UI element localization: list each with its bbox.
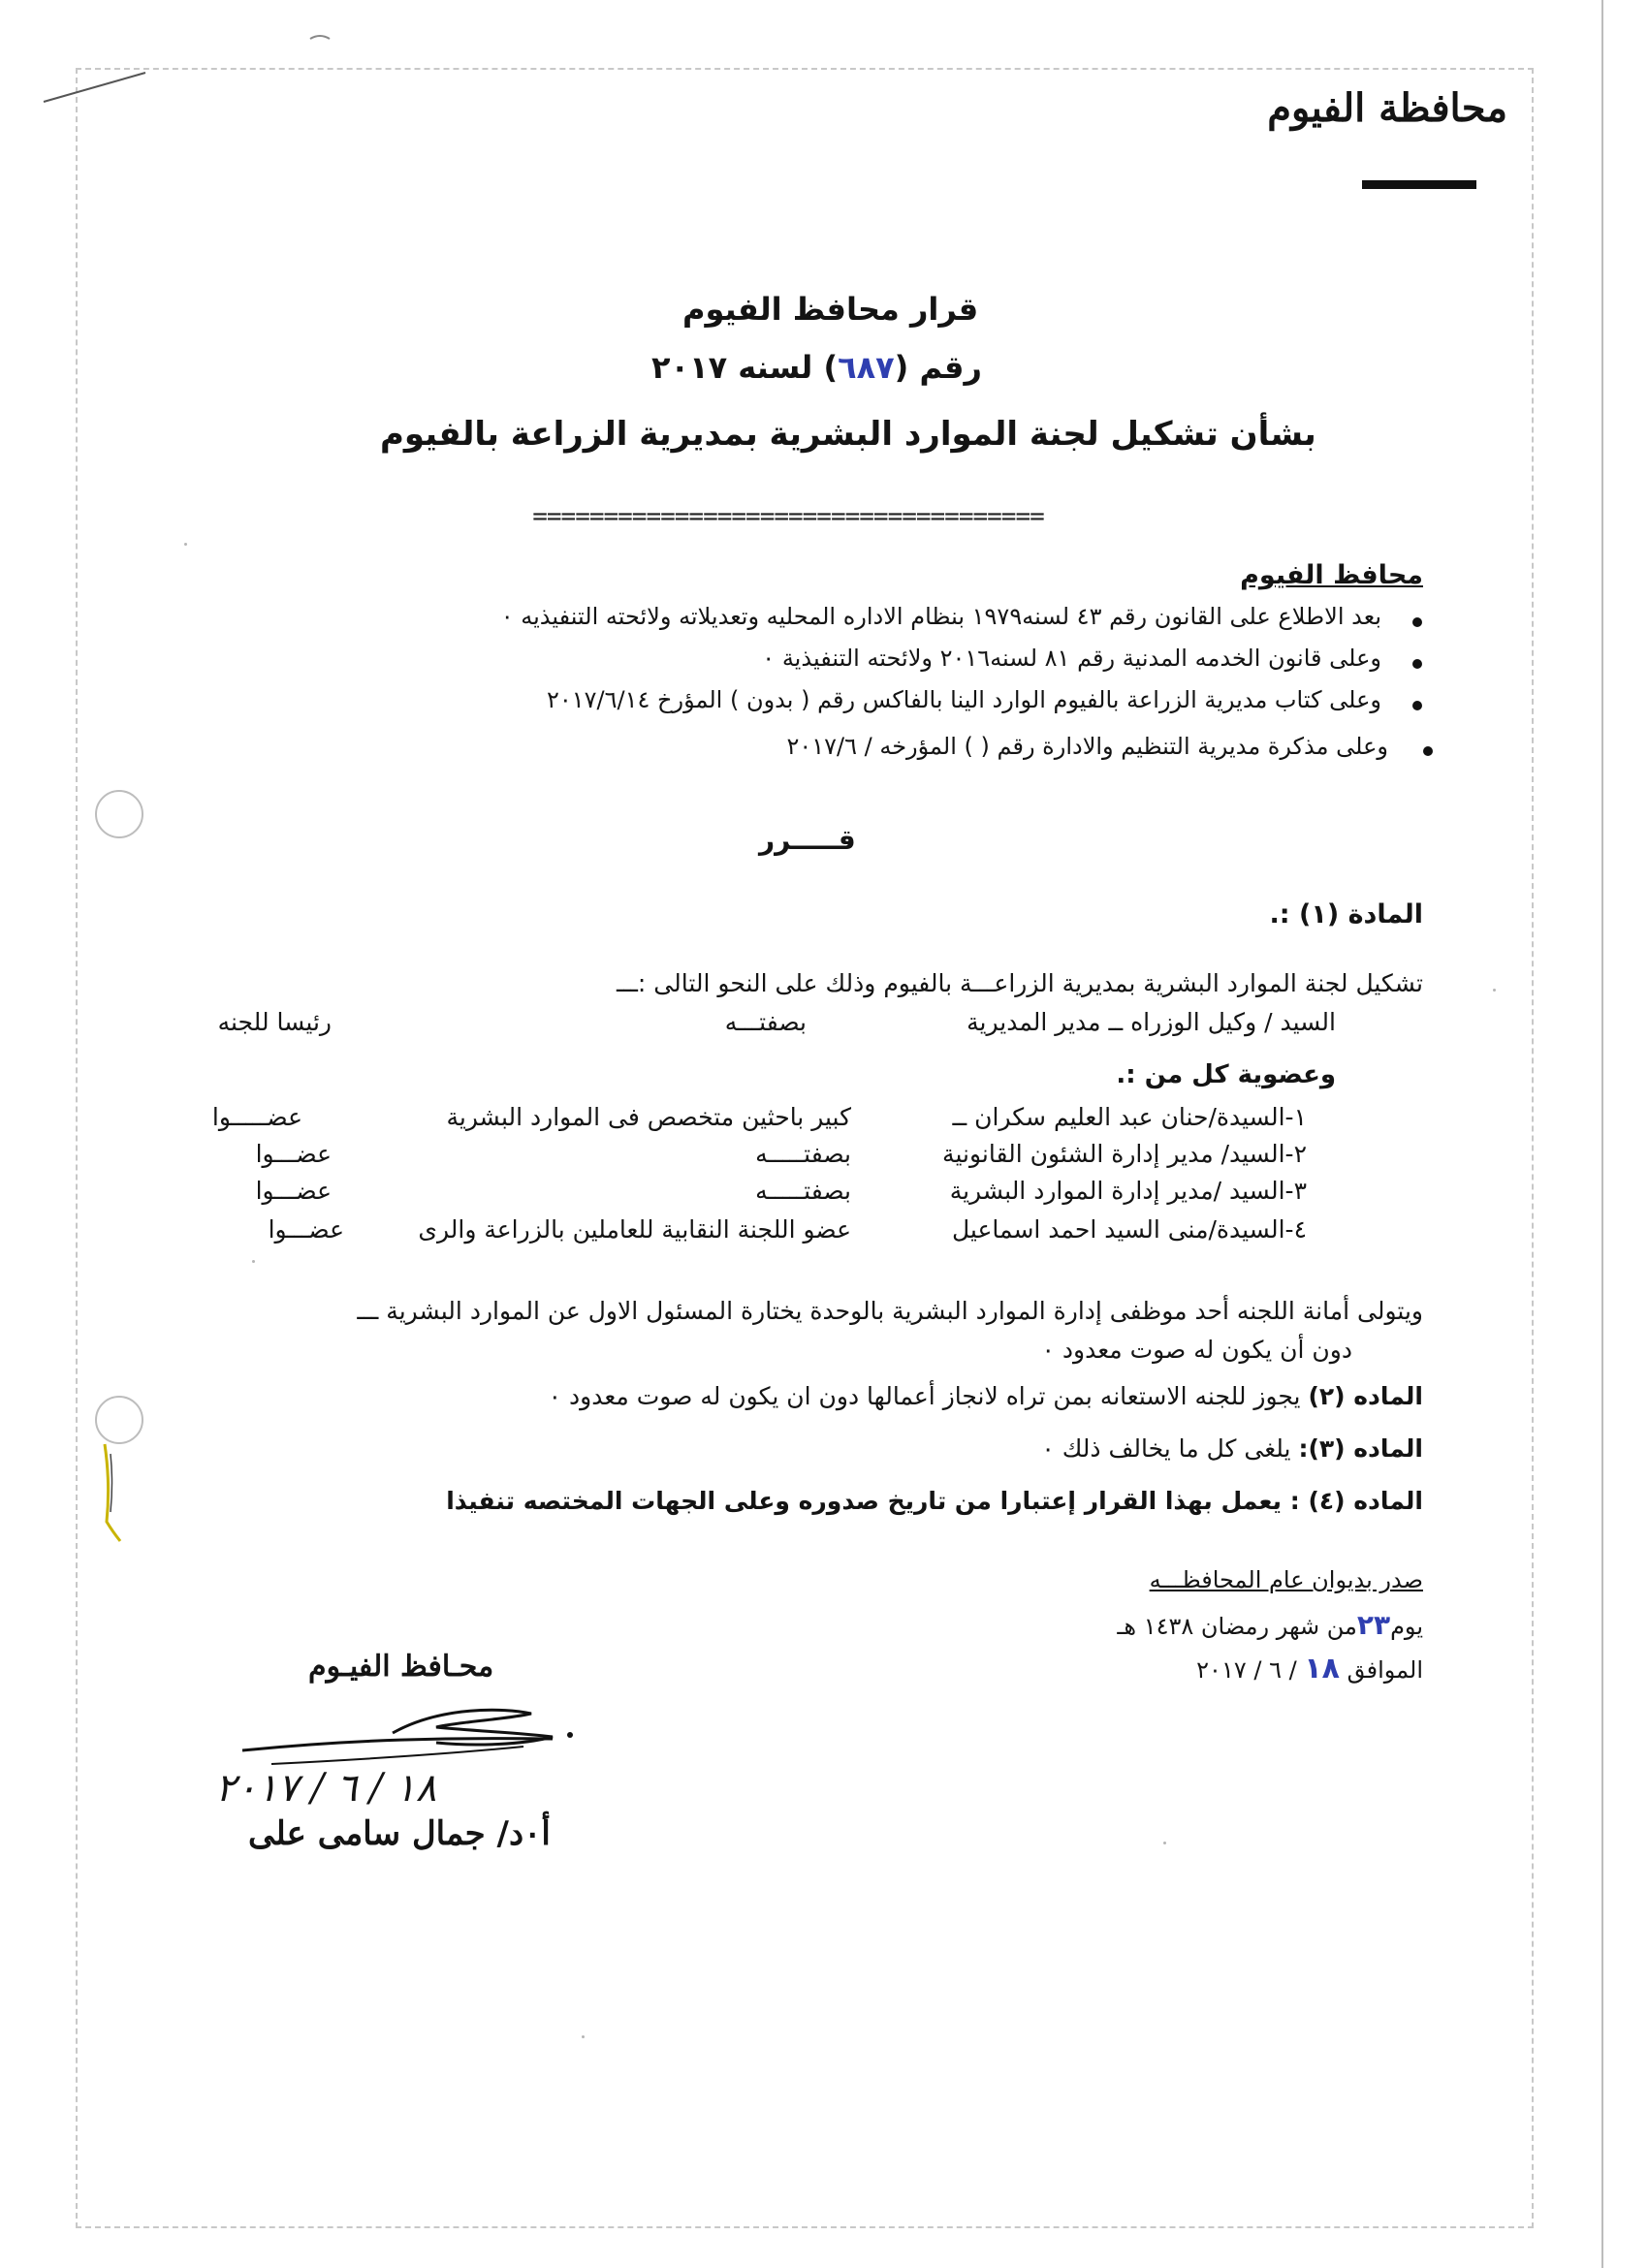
member-capacity: بصفتـــــه: [755, 1177, 851, 1205]
members-heading: وعضوية كل من :.: [1116, 1060, 1336, 1089]
bullet: [1412, 617, 1422, 627]
article1-intro: تشكيل لجنة الموارد البشرية بمديرية الزراعـــة بالفيوم وذلك على النحو التالى :ـــ: [616, 969, 1423, 997]
secretariat-line: دون أن يكون له صوت معدود ٠: [1041, 1336, 1352, 1364]
issuance-day-line: [1117, 1609, 1423, 1641]
scan-speck: [582, 2035, 585, 2038]
member-name: ٣-السيد /مدير إدارة الموارد البشرية: [949, 1177, 1307, 1205]
member-name: ٢-السيد/ مدير إدارة الشئون القانونية: [942, 1140, 1307, 1168]
header-rule: [1362, 180, 1476, 189]
issuance-line: صدر بديوان عام المحافظـــه: [1149, 1566, 1423, 1593]
preamble-item: بعد الاطلاع على القانون رقم ٤٣ لسنه١٩٧٩ بنظام الاداره المحليه وتعديلاته ولائحته التنفيذيه ٠: [500, 603, 1381, 630]
member-role: عضـــوا: [268, 1215, 344, 1244]
chair-role: رئيسا للجنه: [217, 1008, 332, 1036]
punch-hole: [95, 790, 143, 838]
article1-heading: المادة (١) :.: [1269, 899, 1423, 929]
article4-heading: الماده (٤) :: [1289, 1487, 1423, 1515]
scan-mark: [0, 0, 194, 136]
bullet: [1412, 659, 1422, 669]
scan-speck: [184, 543, 187, 546]
chair-name: السيد / وكيل الوزراه ــ مدير المديرية: [967, 1008, 1336, 1036]
preamble-item: وعلى كتاب مديرية الزراعة بالفيوم الوارد الينا بالفاكس رقم ( بدون ) المؤرخ ٢٠١٧/٦/١٤: [546, 686, 1381, 713]
article3: [1041, 1434, 1423, 1463]
chair-capacity: بصفتـــه: [724, 1008, 807, 1036]
secretariat-line: ويتولى أمانة اللجنه أحد موظفى إدارة الموارد البشرية بالوحدة يختارة المسئول الاول عن الموارد البشرية ـــ: [357, 1297, 1423, 1325]
issuance-day-prefix: يوم: [1390, 1613, 1423, 1640]
staple-mark: [97, 1434, 136, 1551]
decree-title: قرار محافظ الفيوم: [682, 291, 979, 328]
member-name: ١-السيدة/حنان عبد العليم سكران ــ: [952, 1103, 1307, 1131]
member-role: عضـــوا: [255, 1140, 332, 1168]
decree-subject: بشأن تشكيل لجنة الموارد البشرية بمديرية الزراعة بالفيوم: [380, 415, 1316, 454]
scan-speck: [1493, 989, 1496, 992]
bullet: [1412, 701, 1422, 710]
article2-heading: الماده (٢): [1308, 1382, 1423, 1410]
signatory-title: محـافظ الفيـوم: [308, 1650, 494, 1684]
issuance-day: ٢٣: [1356, 1609, 1391, 1641]
preamble-item: وعلى مذكرة مديرية التنظيم والادارة رقم ( ) المؤرخه / ٢٠١٧/٦: [786, 733, 1388, 760]
issuance-gregorian-date: / ٦ / ٢٠١٧: [1196, 1656, 1297, 1684]
signatory-name: أ٠د/ جمال سامى على: [248, 1814, 551, 1853]
member-role: عضـــــوا: [211, 1103, 302, 1131]
preamble-heading: محافظ الفيوم: [1240, 560, 1423, 590]
article3-text: يلغى كل ما يخالف ذلك ٠: [1041, 1434, 1291, 1463]
issuance-corresponding-prefix: الموافق: [1347, 1656, 1423, 1684]
article4: [446, 1487, 1423, 1515]
decision-heading: قـــــرر: [759, 824, 856, 856]
member-role: عضـــوا: [255, 1177, 332, 1205]
signature-handwritten-date: ١٨ / ٦ / ٢٠١٧: [215, 1766, 437, 1811]
member-capacity: بصفتـــــه: [755, 1140, 851, 1168]
article2: [549, 1382, 1423, 1410]
bullet: [1423, 746, 1433, 756]
issuance-hijri-date: من شهر رمضان ١٤٣٨ هـ: [1117, 1613, 1357, 1640]
decree-number-line: [651, 349, 982, 386]
decree-year: ) لسنه ٢٠١٧: [651, 349, 839, 386]
preamble-item: وعلى قانون الخدمه المدنية رقم ٨١ لسنه٢٠١٦ ولائحته التنفيذية ٠: [762, 645, 1381, 672]
governorate-header: محافظة الفيوم: [1267, 85, 1507, 131]
article4-text: يعمل بهذا القرار إعتبارا من تاريخ صدوره وعلى الجهات المختصه تنفيذا: [446, 1487, 1283, 1515]
issuance-corresponding-day: ١٨: [1304, 1652, 1340, 1685]
decree-number-prefix: رقم (: [894, 349, 982, 386]
scan-edge: [1601, 0, 1603, 2268]
member-capacity: كبير باحثين متخصص فى الموارد البشرية: [446, 1103, 851, 1131]
article3-heading: الماده (٣):: [1298, 1434, 1423, 1463]
scan-speck: [1163, 1842, 1166, 1844]
scan-speck: [252, 1260, 255, 1263]
title-separator: ====================================: [532, 502, 1044, 531]
article2-text: يجوز للجنه الاستعانه بمن تراه لانجاز أعمالها دون ان يكون له صوت معدود ٠: [548, 1382, 1301, 1410]
member-name: ٤-السيدة/منى السيد احمد اسماعيل: [952, 1215, 1307, 1244]
issuance-corresponding-line: [1196, 1652, 1423, 1685]
decree-number: ٦٨٧: [838, 349, 895, 386]
member-capacity: عضو اللجنة النقابية للعاملين بالزراعة والرى: [418, 1215, 851, 1244]
